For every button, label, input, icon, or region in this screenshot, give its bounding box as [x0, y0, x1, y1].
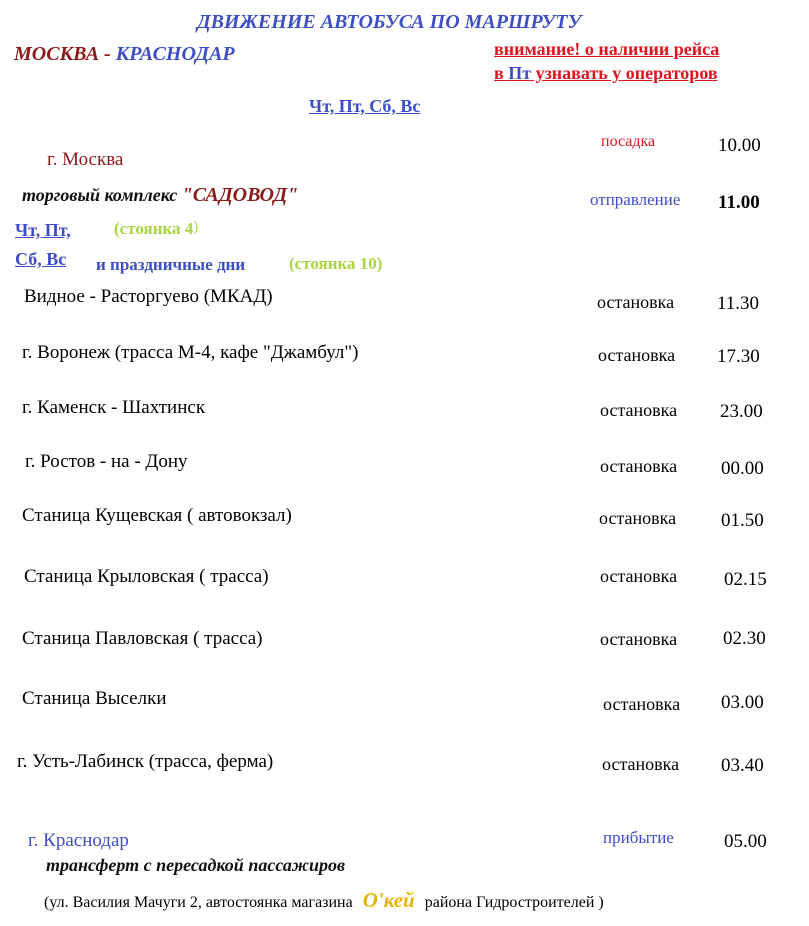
arrival-time: 05.00 [724, 831, 767, 852]
stop-name: Станица Кущевская ( автовокзал) [22, 505, 292, 526]
complex-name: "САДОВОД" [181, 184, 299, 206]
stop-time: 11.30 [717, 293, 760, 314]
stop-kind: остановка [599, 508, 677, 528]
notice-line-1: внимание! о наличии рейса [494, 39, 720, 59]
holidays-label: и праздничные дни [96, 255, 246, 274]
route-title [14, 44, 235, 64]
stop-name: г. Усть-Лабинск (трасса, ферма) [17, 751, 274, 772]
route-from: МОСКВА - [14, 43, 111, 65]
stop-name: Станица Павловская ( трасса) [22, 628, 263, 649]
boarding-time: 10.00 [718, 135, 761, 156]
complex-prefix: торговый комплекс [22, 185, 178, 205]
parking-thu-fri [114, 220, 198, 237]
stop-kind: остановка [598, 345, 676, 365]
stop-kind: остановка [602, 754, 680, 774]
stop-time: 02.30 [723, 628, 766, 649]
boarding-label: посадка [601, 133, 656, 150]
stop-name: г. Каменск - Шахтинск [22, 397, 206, 418]
days-sat-sun: Сб, Вс [15, 249, 67, 269]
stop-row [0, 752, 809, 778]
origin-city: г. Москва [47, 149, 124, 170]
stop-row [0, 452, 809, 478]
stop-row [0, 567, 809, 593]
notice-prefix: в [494, 63, 509, 83]
departure-time: 11.00 [718, 192, 760, 213]
stop-kind: остановка [600, 456, 678, 476]
stop-kind: остановка [600, 629, 678, 649]
parking-sat-sun: (стоянка 10) [289, 254, 383, 273]
stop-row [0, 628, 809, 654]
operating-days: Чт, Пт, Сб, Вс [309, 96, 421, 116]
stop-row [0, 689, 809, 715]
days-thu-fri: Чт, Пт, [15, 220, 71, 240]
stop-time: 03.00 [721, 692, 764, 713]
arrival-label: прибытие [603, 828, 674, 847]
notice-day: Пт [508, 63, 532, 83]
route-to: КРАСНОДАР [115, 43, 235, 65]
stop-name: Станица Выселки [22, 688, 167, 709]
address-line [44, 890, 604, 911]
address-prefix: (ул. Василия Мачуги 2, автостоянка магазина [44, 894, 353, 911]
address-suffix: района Гидростроителей ) [424, 894, 604, 911]
stop-kind: остановка [600, 400, 678, 420]
stop-name: г. Ростов - на - Дону [25, 451, 188, 472]
stop-name: г. Воронеж (трасса М-4, кафе "Джамбул") [22, 342, 359, 363]
stop-row [0, 506, 809, 532]
stop-time: 00.00 [721, 458, 764, 479]
stop-name: Станица Крыловская ( трасса) [24, 566, 269, 587]
stop-time: 02.15 [724, 569, 767, 590]
stop-kind: остановка [597, 292, 675, 312]
parking-thu-fri-close: ) [193, 219, 199, 235]
parking-thu-fri-text: (стоянка 4 [114, 219, 194, 238]
destination-city: г. Краснодар [28, 830, 129, 851]
notice-suffix: узнавать у операторов [531, 63, 718, 83]
stop-name: Видное - Расторгуево (МКАД) [24, 286, 273, 307]
complex-line [22, 185, 298, 205]
stop-time: 17.30 [717, 346, 760, 367]
stop-time: 03.40 [721, 755, 764, 776]
stop-time: 01.50 [721, 510, 764, 531]
stop-row [0, 398, 809, 424]
transfer-note: трансферт с пересадкой пассажиров [46, 855, 346, 875]
stop-kind: остановка [603, 694, 681, 714]
notice-line-2 [494, 64, 718, 82]
stop-kind: остановка [600, 566, 678, 586]
stop-time: 23.00 [720, 401, 763, 422]
stop-row [0, 343, 809, 369]
page-title: ДВИЖЕНИЕ АВТОБУСА ПО МАРШРУТУ [197, 11, 582, 33]
stop-row [0, 287, 809, 313]
store-name: О'кей [362, 888, 415, 912]
departure-label: отправление [590, 190, 681, 209]
